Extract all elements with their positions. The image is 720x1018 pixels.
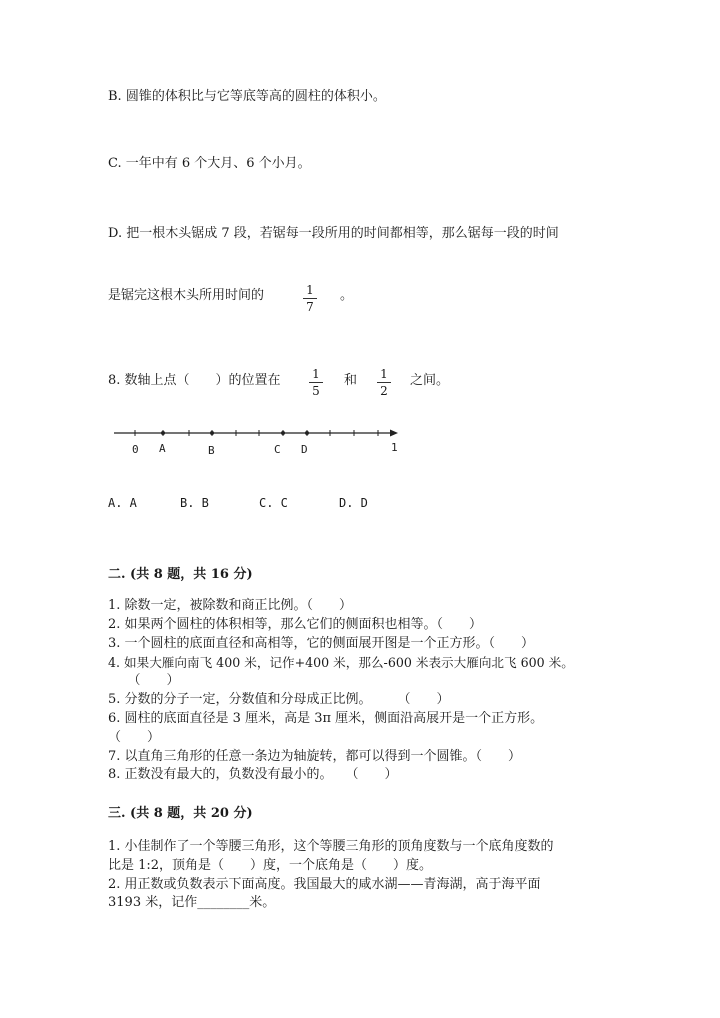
s2-line: 3. 一个圆柱的底面直径和高相等，它的侧面展开图是一个正方形。（ ） (108, 636, 535, 651)
point-b (210, 431, 214, 435)
label-d: D (301, 443, 308, 456)
q7-option-d-line1: D. 把一根木头锯成 7 段，若锯每一段所用的时间都相等，那么锯每一段的时间 (108, 226, 559, 241)
s3-line: 比是 1:2，顶角是（ ）度，一个底角是（ ）度。 (108, 858, 433, 873)
section-3-title: 三. (共 8 题，共 20 分) (108, 806, 253, 821)
q8-prefix: 8. 数轴上点（ ）的位置在 (108, 373, 281, 388)
s3-line: 1. 小佳制作了一个等腰三角形，这个等腰三角形的顶角度数与一个底角度数的 (108, 839, 554, 854)
point-a (161, 431, 165, 435)
label-1: 1 (391, 441, 398, 454)
s3-line: 2. 用正数或负数表示下面高度。我国最大的咸水湖——青海湖，高于海平面 (108, 877, 541, 892)
section-2-title: 二. (共 8 题，共 16 分) (108, 567, 253, 582)
s2-line: 2. 如果两个圆柱的体积相等，那么它们的侧面积也相等。（ ） (108, 617, 483, 632)
s2-line: 7. 以直角三角形的任意一条边为轴旋转，都可以得到一个圆锥。（ ） (108, 749, 522, 764)
choice-c: C. C (259, 496, 288, 510)
q7-option-d-end: 。 (340, 288, 354, 303)
label-b: B (208, 444, 215, 457)
q8-suffix: 之间。 (410, 373, 450, 388)
q7-option-d-line2: 是锯完这根木头所用时间的 (108, 288, 265, 303)
fraction-one-half: 1 2 (377, 367, 391, 398)
label-a: A (159, 442, 166, 455)
label-c: C (274, 443, 281, 456)
fraction-one-seventh: 1 7 (303, 283, 317, 314)
s3-line: 3193 米，记作________米。 (108, 895, 276, 910)
s2-line: （ ） (108, 730, 161, 745)
number-line-arrow (390, 430, 398, 437)
s2-line: 1. 除数一定，被除数和商正比例。（ ） (108, 598, 353, 613)
s2-line: 6. 圆柱的底面直径是 3 厘米，高是 3π 厘米，侧面沿高展开是一个正方形。 (108, 711, 544, 726)
s2-line: 8. 正数没有最大的，负数没有最小的。 （ ） (108, 767, 398, 782)
s2-line: 4. 如果大雁向南飞 400 米，记作+400 米，那么-600 米表示大雁向北飞 600 米。 (108, 655, 574, 670)
q7-option-c: C. 一年中有 6 个大月、6 个小月。 (108, 156, 311, 171)
point-d (305, 431, 309, 435)
point-c (281, 431, 285, 435)
number-line (108, 420, 408, 462)
choice-d: D. D (339, 496, 368, 510)
s2-line: 5. 分数的分子一定，分数值和分母成正比例。 （ ） (108, 692, 450, 707)
label-0: 0 (132, 443, 139, 456)
q7-option-b: B. 圆锥的体积比与它等底等高的圆柱的体积小。 (108, 89, 386, 104)
fraction-one-fifth: 1 5 (309, 367, 323, 398)
choice-b: B. B (180, 496, 209, 510)
s2-line: （ ） (108, 673, 180, 688)
q8-and: 和 (344, 373, 358, 388)
choice-a: A. A (108, 496, 137, 510)
